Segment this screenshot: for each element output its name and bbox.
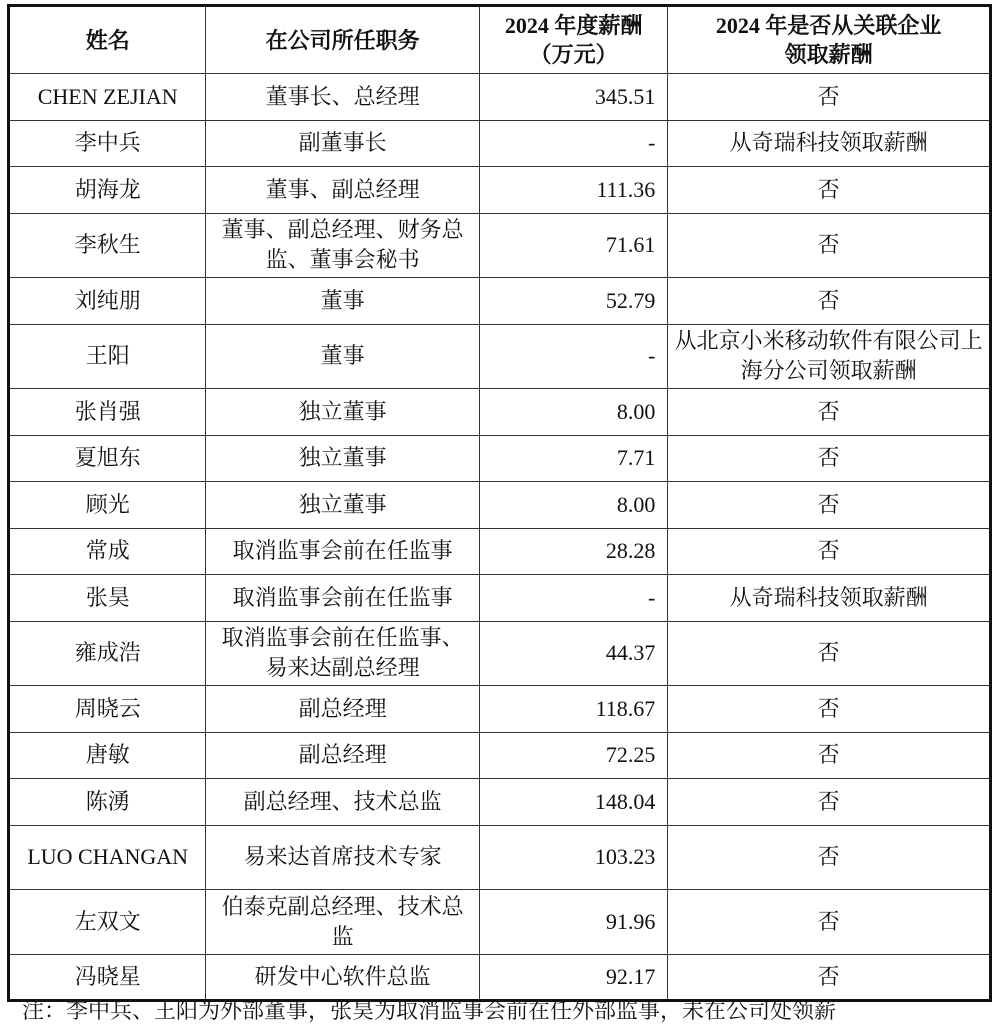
cell-position: 取消监事会前在任监事	[206, 528, 480, 575]
cell-salary: 8.00	[479, 482, 667, 529]
cell-position: 董事	[206, 278, 480, 325]
table-row	[9, 74, 991, 121]
cell-position: 副总经理	[206, 686, 480, 733]
table-row	[9, 825, 991, 890]
cell-salary: 44.37	[479, 621, 667, 686]
cell-position: 副总经理	[206, 732, 480, 779]
table-row	[9, 621, 991, 686]
cell-name: 张昊	[9, 575, 206, 622]
cell-related: 从北京小米移动软件有限公司上海分公司领取薪酬	[668, 324, 991, 389]
cell-position: 副董事长	[206, 120, 480, 167]
cell-name: 冯晓星	[9, 954, 206, 1001]
table-row	[9, 435, 991, 482]
table-row	[9, 482, 991, 529]
cell-name: 唐敏	[9, 732, 206, 779]
cell-position: 取消监事会前在任监事	[206, 575, 480, 622]
header-salary-line2: （万元）	[529, 42, 618, 67]
cell-related: 否	[668, 278, 991, 325]
cell-name: 刘纯朋	[9, 278, 206, 325]
header-related	[668, 6, 991, 74]
cell-position: 取消监事会前在任监事、易来达副总经理	[206, 621, 480, 686]
cell-salary: 345.51	[479, 74, 667, 121]
cell-related: 否	[668, 825, 991, 890]
table-row	[9, 278, 991, 325]
cell-related: 否	[668, 732, 991, 779]
compensation-table	[7, 4, 992, 1002]
cell-salary: -	[479, 324, 667, 389]
cell-position: 易来达首席技术专家	[206, 825, 480, 890]
cell-position: 伯泰克副总经理、技术总监	[206, 890, 480, 955]
table-row	[9, 575, 991, 622]
cell-name: 胡海龙	[9, 167, 206, 214]
cell-name: CHEN ZEJIAN	[9, 74, 206, 121]
header-position: 在公司所任职务	[206, 6, 480, 74]
cell-salary: 92.17	[479, 954, 667, 1001]
cell-related: 否	[668, 528, 991, 575]
table-row	[9, 686, 991, 733]
cell-salary: 148.04	[479, 779, 667, 826]
cell-name: 顾光	[9, 482, 206, 529]
cell-salary: -	[479, 575, 667, 622]
cell-position: 独立董事	[206, 435, 480, 482]
cell-related: 否	[668, 389, 991, 436]
cell-position: 董事	[206, 324, 480, 389]
cell-position: 董事、副总经理、财务总监、董事会秘书	[206, 213, 480, 278]
cell-related: 从奇瑞科技领取薪酬	[668, 120, 991, 167]
cell-salary: 118.67	[479, 686, 667, 733]
cell-position: 独立董事	[206, 482, 480, 529]
header-salary	[479, 6, 667, 74]
cell-name: 周晓云	[9, 686, 206, 733]
cell-position: 研发中心软件总监	[206, 954, 480, 1001]
cell-related: 否	[668, 621, 991, 686]
cell-related: 否	[668, 213, 991, 278]
cell-related: 否	[668, 435, 991, 482]
cell-position: 董事长、总经理	[206, 74, 480, 121]
cell-salary: 72.25	[479, 732, 667, 779]
table-row	[9, 779, 991, 826]
header-salary-line1: 2024 年度薪酬	[504, 13, 643, 38]
table-row	[9, 528, 991, 575]
table-row	[9, 213, 991, 278]
table-row	[9, 389, 991, 436]
header-related-line1: 2024 年是否从关联企业	[715, 13, 942, 38]
cell-name: 雍成浩	[9, 621, 206, 686]
cell-name: 陈湧	[9, 779, 206, 826]
cell-name: 李秋生	[9, 213, 206, 278]
cell-position: 副总经理、技术总监	[206, 779, 480, 826]
cell-related: 否	[668, 167, 991, 214]
cell-name: 左双文	[9, 890, 206, 955]
table-header-row	[9, 6, 991, 74]
header-related-line2: 领取薪酬	[784, 42, 873, 67]
cell-salary: 71.61	[479, 213, 667, 278]
cell-name: LUO CHANGAN	[9, 825, 206, 890]
cell-related: 从奇瑞科技领取薪酬	[668, 575, 991, 622]
table-row	[9, 954, 991, 1001]
cell-salary: 8.00	[479, 389, 667, 436]
cell-salary: 28.28	[479, 528, 667, 575]
table-row	[9, 120, 991, 167]
cell-salary: 103.23	[479, 825, 667, 890]
cell-related: 否	[668, 686, 991, 733]
cell-related: 否	[668, 954, 991, 1001]
table-row	[9, 732, 991, 779]
cell-related: 否	[668, 482, 991, 529]
cell-salary: 91.96	[479, 890, 667, 955]
cell-position: 独立董事	[206, 389, 480, 436]
cell-related: 否	[668, 74, 991, 121]
cell-salary: -	[479, 120, 667, 167]
cell-salary: 111.36	[479, 167, 667, 214]
header-name: 姓名	[9, 6, 206, 74]
cell-name: 李中兵	[9, 120, 206, 167]
cell-related: 否	[668, 890, 991, 955]
cell-name: 王阳	[9, 324, 206, 389]
cell-name: 夏旭东	[9, 435, 206, 482]
cell-related: 否	[668, 779, 991, 826]
cell-salary: 52.79	[479, 278, 667, 325]
table-row	[9, 890, 991, 955]
cell-salary: 7.71	[479, 435, 667, 482]
table-row	[9, 167, 991, 214]
table-footnote: 注：李中兵、王阳为外部董事，张昊为取消监事会前在任外部监事，未在公司处领薪	[22, 998, 837, 1023]
table-row	[9, 324, 991, 389]
cell-position: 董事、副总经理	[206, 167, 480, 214]
cell-name: 常成	[9, 528, 206, 575]
cell-name: 张肖强	[9, 389, 206, 436]
